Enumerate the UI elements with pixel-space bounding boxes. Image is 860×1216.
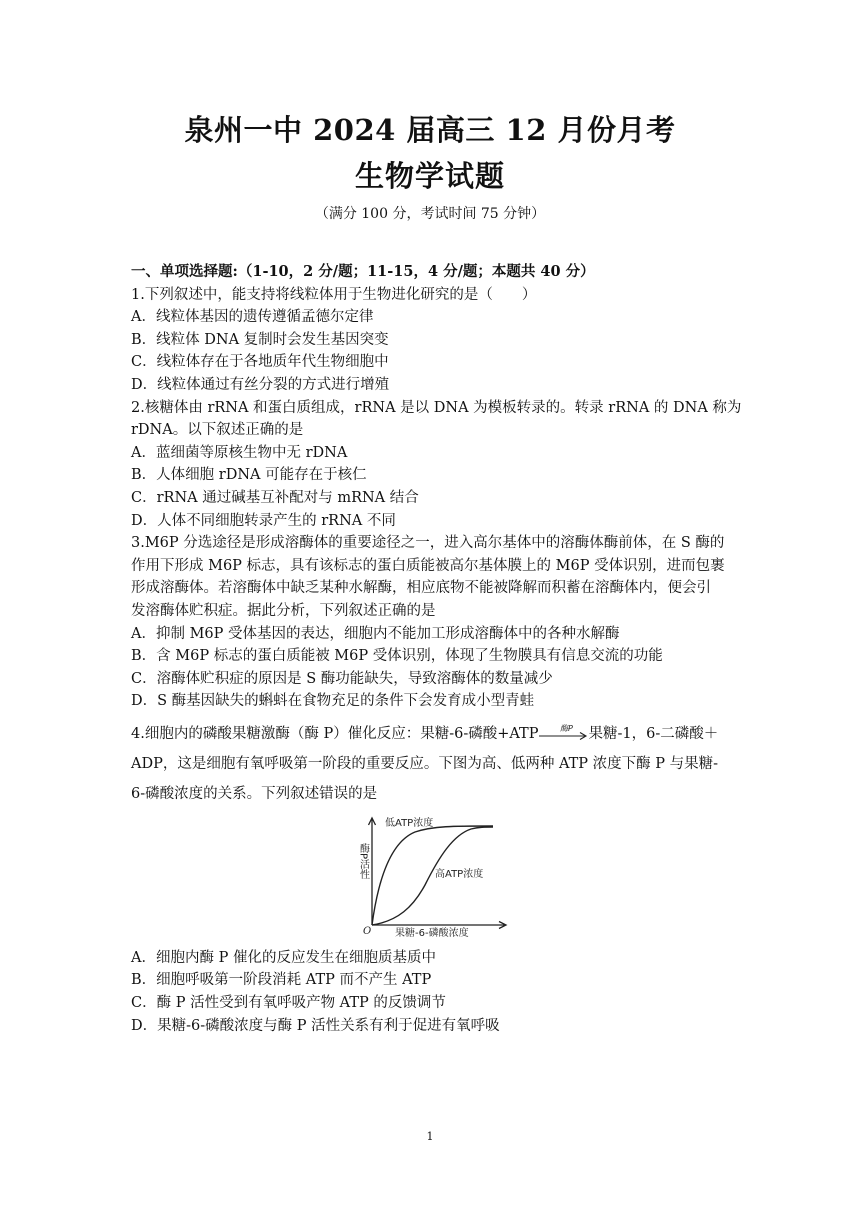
question-stem-line: 发溶酶体贮积症。据此分析，下列叙述正确的是 — [131, 602, 436, 619]
question-stem-line: 2.核糖体由 rRNA 和蛋白质组成，rRNA 是以 DNA 为模板转录的。转录 rRNA 的 DNA 称为 — [131, 399, 742, 416]
y-axis-label: 酶P活性 — [357, 842, 369, 879]
low-atp-label: 低ATP浓度 — [385, 817, 434, 829]
question-stem-line — [131, 719, 731, 749]
option-b: B．线粒体 DNA 复制时会发生基因突变 — [131, 331, 389, 348]
option-d: D．线粒体通过有丝分裂的方式进行增殖 — [131, 376, 390, 393]
exam-title: 泉州一中 2024 届高三 12 月份月考 — [184, 113, 676, 147]
option-c: C．酶 P 活性受到有氧呼吸产物 ATP 的反馈调节 — [131, 995, 446, 1012]
option-b: B．细胞呼吸第一阶段消耗 ATP 而不产生 ATP — [131, 972, 432, 989]
option-c: C．rRNA 通过碱基互补配对与 mRNA 结合 — [131, 489, 419, 506]
enzyme-activity-figure — [131, 815, 731, 943]
option-a: A．线粒体基因的遗传遵循孟德尔定律 — [131, 309, 374, 326]
reaction-arrow — [538, 723, 588, 741]
option-b: B．含 M6P 标志的蛋白质能被 M6P 受体识别，体现了生物膜具有信息交流的功能 — [131, 648, 663, 665]
question-4 — [131, 719, 731, 809]
option-d: D．果糖-6-磷酸浓度与酶 P 活性关系有利于促进有氧呼吸 — [131, 1017, 500, 1034]
question-1 — [131, 284, 731, 397]
question-stem-line: 作用下形成 M6P 标志，具有该标志的蛋白质能被高尔基体膜上的 M6P 受体识别，进而包裹 — [131, 557, 725, 574]
option-a: A．抑制 M6P 受体基因的表达，细胞内不能加工形成溶酶体中的各种水解酶 — [131, 625, 620, 642]
arrow-label: 酶P — [560, 723, 574, 733]
exam-info: （满分 100 分，考试时间 75 分钟） — [314, 206, 546, 222]
question-stem-line: rDNA。以下叙述正确的是 — [131, 422, 304, 439]
question-3 — [131, 532, 731, 713]
section-heading: 一、单项选择题:（1-10，2 分/题；11-15，4 分/题；本题共 40 分） — [131, 263, 595, 280]
origin-label: O — [363, 925, 372, 937]
exam-subject-title: 生物学试题 — [354, 159, 505, 193]
question-stem-line: 形成溶酶体。若溶酶体中缺乏某种水解酶，相应底物不能被降解而积蓄在溶酶体内，便会引 — [131, 580, 711, 597]
stem-part-1: 4.细胞内的磷酸果糖激酶（酶 P）催化反应：果糖-6-磷酸+ATP — [131, 725, 539, 742]
question-stem-line: 6-磷酸浓度的关系。下列叙述错误的是 — [131, 785, 378, 802]
option-d: D．S 酶基因缺失的蝌蚪在食物充足的条件下会发育成小型青蛙 — [131, 693, 535, 710]
stem-part-2: 果糖-1，6-二磷酸＋ — [588, 725, 719, 742]
question-stem-line: 3.M6P 分选途径是形成溶酶体的重要途径之一，进入高尔基体中的溶酶体酶前体，在 S 酶的 — [131, 535, 725, 552]
option-a: A．蓝细菌等原核生物中无 rDNA — [131, 444, 348, 461]
exam-content — [131, 261, 742, 1037]
option-d: D．人体不同细胞转录产生的 rRNA 不同 — [131, 512, 396, 529]
option-b: B．人体细胞 rDNA 可能存在于核仁 — [131, 467, 367, 484]
high-atp-label: 高ATP浓度 — [435, 868, 484, 880]
question-stem-line: ADP，这是细胞有氧呼吸第一阶段的重要反应。下图为高、低两种 ATP 浓度下酶 P 与果糖- — [131, 755, 719, 772]
question-stem: 1.下列叙述中，能支持将线粒体用于生物进化研究的是（ ） — [131, 286, 537, 303]
option-c: C．线粒体存在于各地质年代生物细胞中 — [131, 354, 389, 371]
option-a: A．细胞内酶 P 催化的反应发生在细胞质基质中 — [131, 949, 436, 966]
x-axis-label: 果糖-6-磷酸浓度 — [395, 927, 469, 937]
page-number: 1 — [426, 1130, 434, 1143]
activity-curve-diagram — [353, 815, 513, 937]
option-c: C．溶酶体贮积症的原因是 S 酶功能缺失，导致溶酶体的数量减少 — [131, 670, 553, 687]
question-4-options — [131, 947, 731, 1037]
question-2 — [131, 397, 742, 533]
